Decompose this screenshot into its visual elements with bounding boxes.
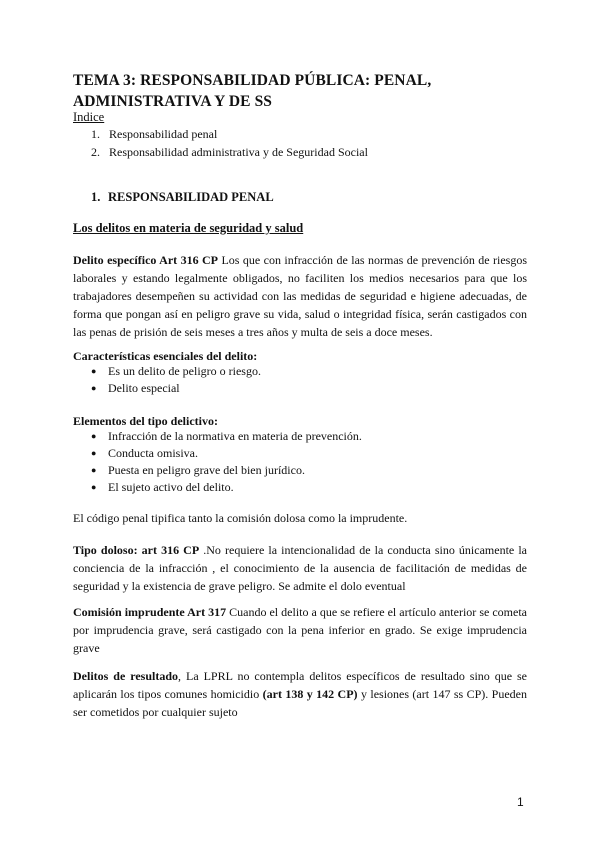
- list-item-text: Conducta omisiva.: [108, 446, 198, 460]
- section-label: RESPONSABILIDAD PENAL: [108, 190, 274, 204]
- list-item: [91, 462, 362, 479]
- paragraph-text: .No requiere la intencionalidad de la conducta sino únicamente la conciencia de la infracción , el conocimiento de la ausencia de facilitación de medidas de seguridad y la existencia de grave peligro. Se admite el dolo eventual: [73, 543, 527, 593]
- table-of-contents: [91, 125, 368, 161]
- toc-item: [91, 143, 368, 161]
- paragraph-comision-imprudente: [73, 603, 527, 657]
- page-title: TEMA 3: RESPONSABILIDAD PÚBLICA: PENAL, ADMINISTRATIVA Y DE SS: [73, 72, 432, 110]
- list-item: [91, 363, 261, 380]
- paragraph-bold-lead: Tipo doloso: art 316 CP: [73, 543, 200, 557]
- paragraph-delitos-resultado: [73, 667, 527, 721]
- list-item-text: Puesta en peligro grave del bien jurídico.: [108, 463, 305, 477]
- list-item-text: Infracción de la normativa en materia de prevención.: [108, 429, 362, 443]
- list-item: [91, 428, 362, 445]
- list-item: [91, 479, 362, 496]
- list-item: [91, 380, 261, 397]
- list-heading-elementos: Elementos del tipo delictivo:: [73, 414, 218, 428]
- bullet-icon: ●: [91, 465, 97, 475]
- bullet-list-elementos: [91, 428, 362, 496]
- toc-item-label: Responsabilidad administrativa y de Seguridad Social: [109, 145, 368, 159]
- paragraph-text: , La LPRL no contempla delitos específicos de resultado sino que se aplicarán los tipos comunes homicidio: [73, 669, 528, 701]
- toc-item-number: 2.: [91, 145, 100, 159]
- bullet-icon: ●: [91, 431, 97, 441]
- paragraph-codigo-penal: El código penal tipifica tanto la comisión dolosa como la imprudente.: [73, 511, 408, 525]
- paragraph-text: y lesiones (art 147 ss CP). Pueden ser cometidos por cualquier sujeto: [73, 687, 528, 719]
- paragraph-text: Cuando el delito a que se refiere el artículo anterior se cometa por imprudencia grave, será castigado con la pena inferior en grado. Se exige imprudencia grave: [73, 605, 527, 655]
- bullet-icon: ●: [91, 448, 97, 458]
- list-item-text: El sujeto activo del delito.: [108, 480, 234, 494]
- list-heading-caracteristicas: Características esenciales del delito:: [73, 349, 258, 363]
- bullet-icon: ●: [91, 383, 97, 393]
- paragraph-text: Los que con infracción de las normas de prevención de riesgos laborales y estando legalmente obligados, no faciliten los medios necesarios para que los trabajadores desempeñen su actividad con las medidas de seguridad e higiene adecuadas, de forma que pongan así en peligro grave su vida, salud o integridad física, serán castigados con las penas de prisión de seis meses a tres años y multa de seis a doce meses.: [73, 253, 528, 339]
- toc-item-label: Responsabilidad penal: [109, 127, 218, 141]
- list-item: [91, 445, 362, 462]
- paragraph-bold-lead: Delito específico Art 316 CP: [73, 253, 219, 267]
- section-heading: [91, 190, 274, 205]
- bullet-icon: ●: [91, 482, 97, 492]
- toc-item-number: 1.: [91, 127, 100, 141]
- paragraph-bold-inline: (art 138 y 142 CP): [262, 687, 358, 701]
- section-number: 1.: [91, 190, 101, 204]
- toc-item: [91, 125, 368, 143]
- paragraph-bold-lead: Comisión imprudente Art 317: [73, 605, 227, 619]
- paragraph-bold-lead: Delitos de resultado: [73, 669, 179, 683]
- bullet-list-caracteristicas: [91, 363, 261, 397]
- paragraph-tipo-doloso: [73, 541, 527, 595]
- list-item-text: Es un delito de peligro o riesgo.: [108, 364, 261, 378]
- paragraph-delito-especifico: [73, 251, 527, 341]
- index-label: Indice: [73, 110, 105, 124]
- page-number: 1: [517, 795, 524, 809]
- subheading: Los delitos en materia de seguridad y salud: [73, 221, 304, 235]
- list-item-text: Delito especial: [108, 381, 180, 395]
- bullet-icon: ●: [91, 366, 97, 376]
